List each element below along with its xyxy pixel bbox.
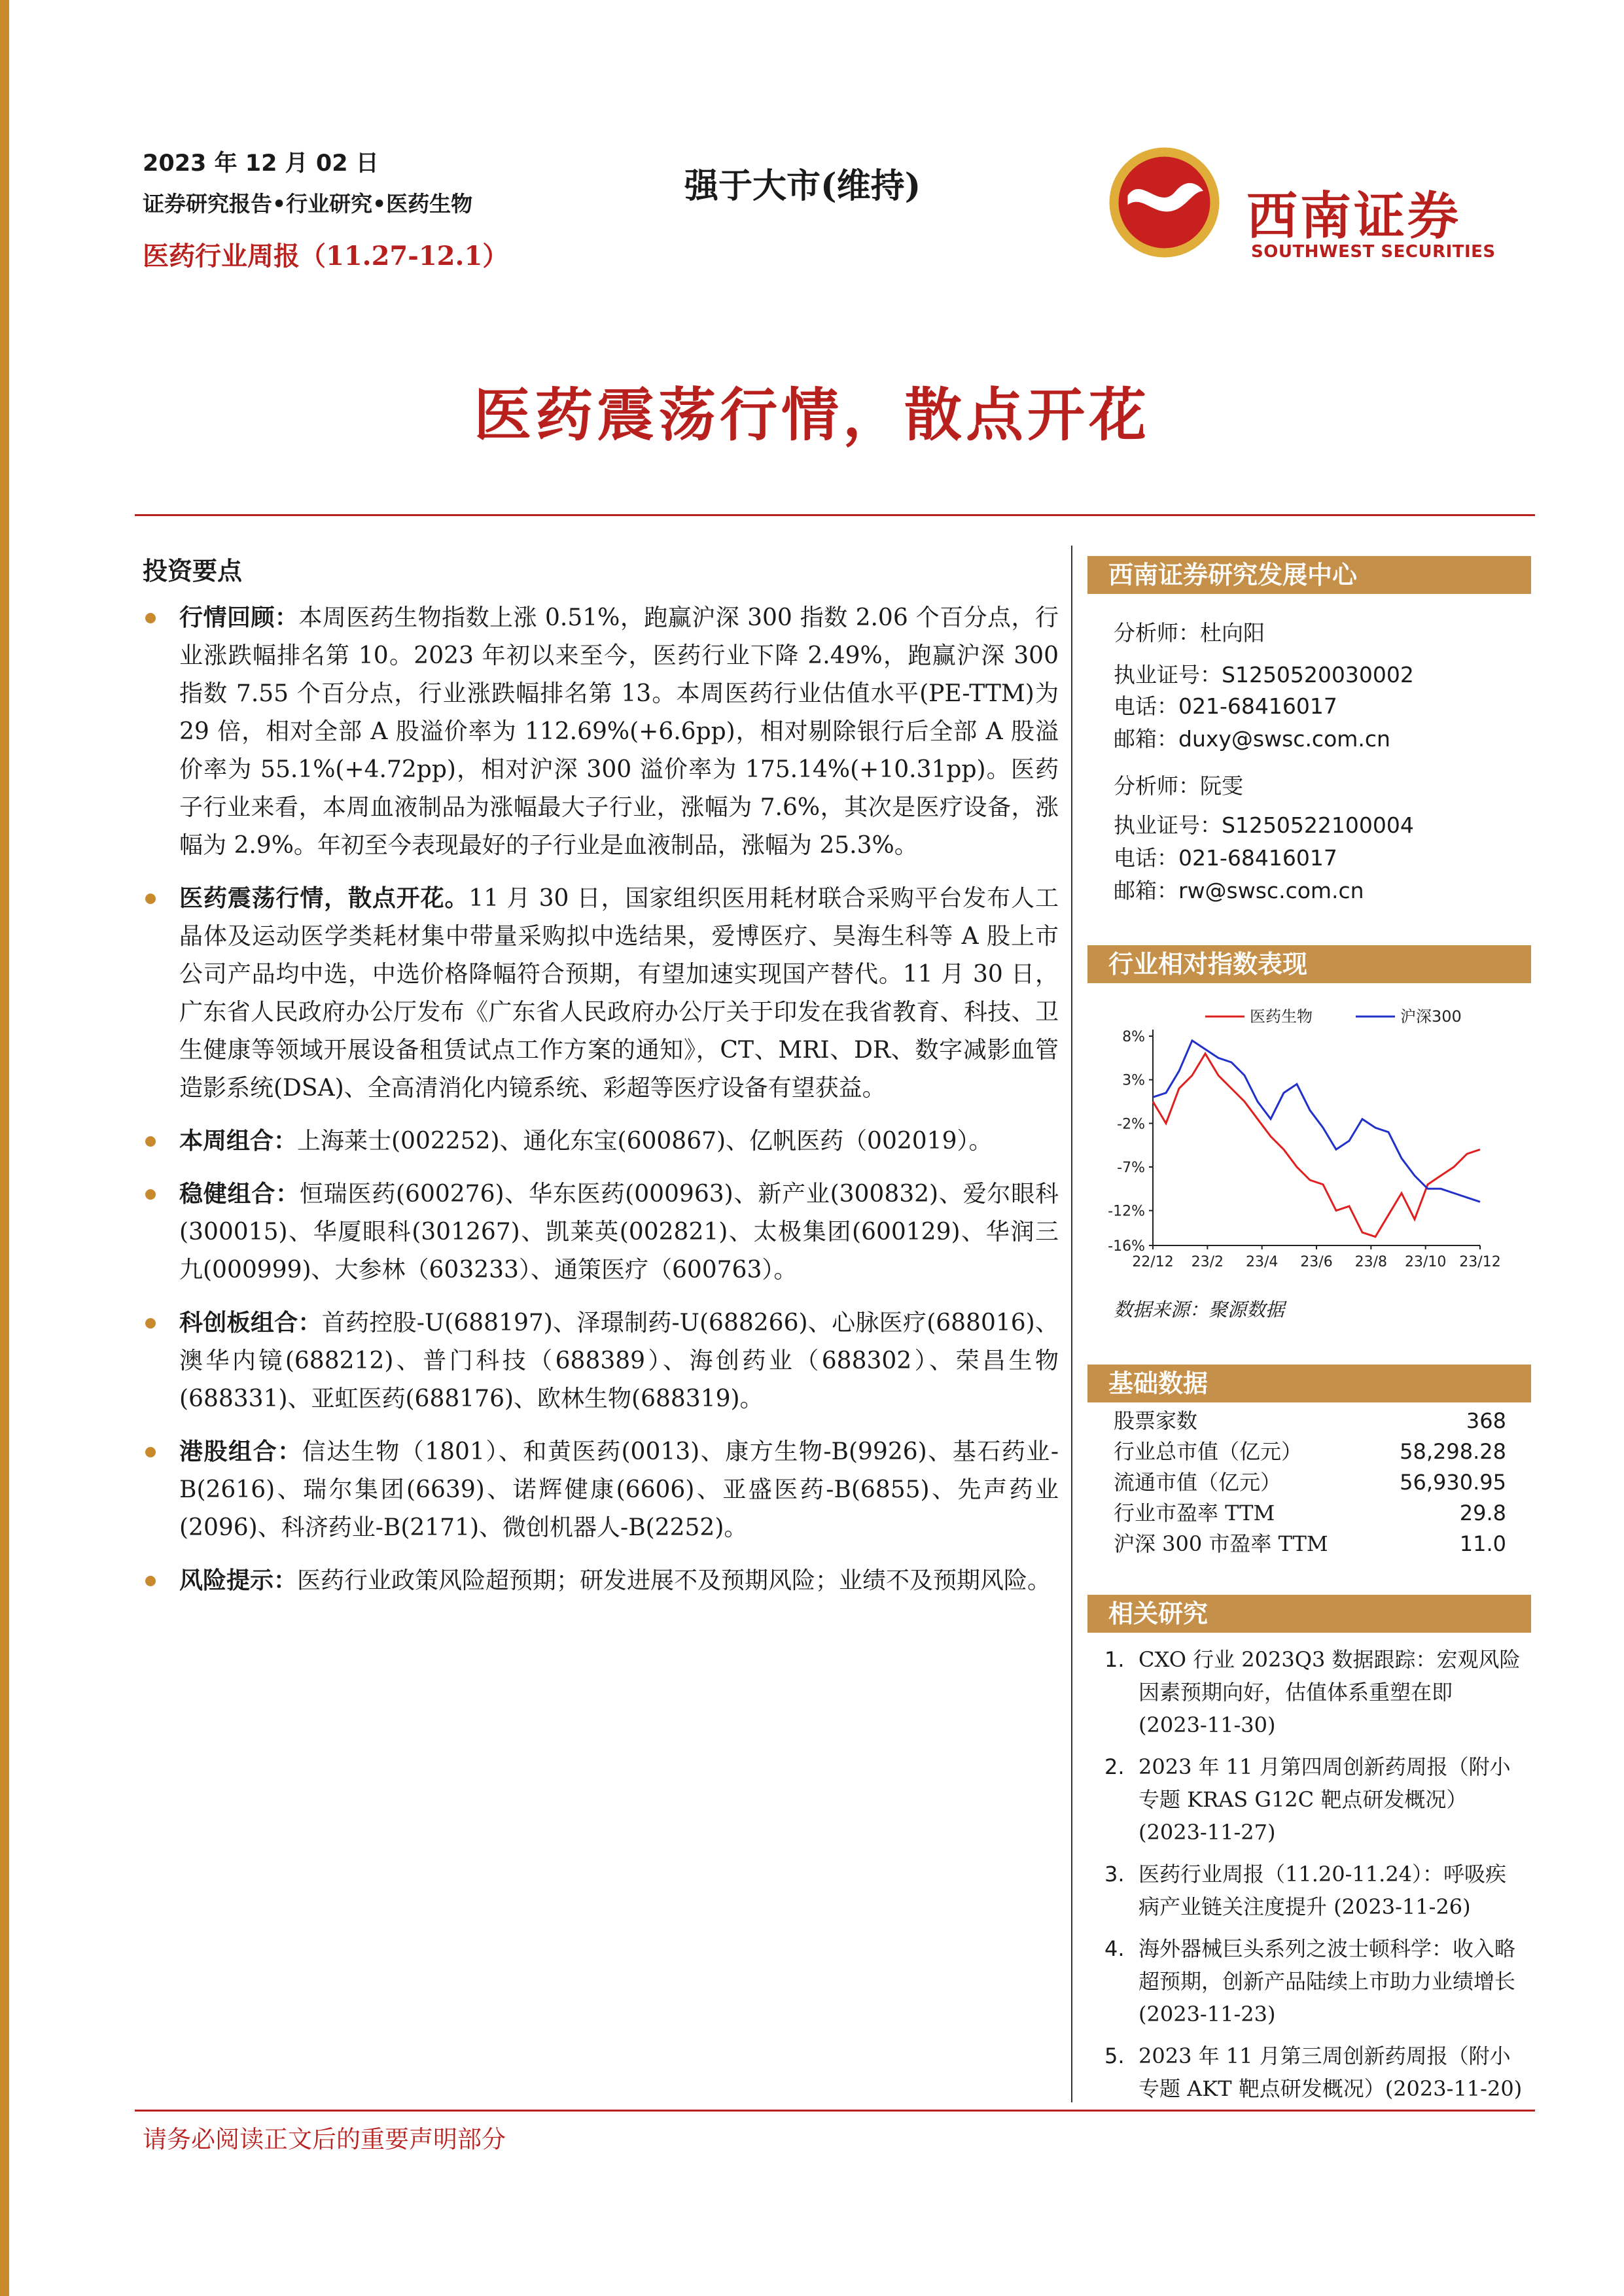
bottom-rule — [135, 2110, 1535, 2112]
related-text: CXO 行业 2023Q3 数据跟踪：宏观风险因素预期向好，估值体系重塑在即 (2023-11-30) — [1139, 1647, 1521, 1737]
related-num: 1. — [1104, 1647, 1125, 1672]
chart-y-tick-label: -16% — [1108, 1238, 1145, 1255]
analyst-2-email — [1114, 874, 1364, 908]
bullet-text: 11 月 30 日，国家组织医用耗材联合采购平台发布人工晶体及运动医学类耗材集中带量采购拟中选结果，爱博医疗、昊海生科等 A 股上市公司产品均中选，中选价格降幅符合预期，有望加速实现国产替代。11 月 30 日，广东省人民政府办公厅发布《广东省人民政府办公厅关于印发在我省教育、科技、卫生健康等领域开展设备租赁试点工作方案的通知》，CT、MRI、DR、数字减影血管造影系统(DSA)、全高清消化内镜系统、彩超等医疗设备有望获益。 — [179, 885, 1059, 1102]
top-rule — [135, 514, 1535, 516]
chart-x-tick-label: 23/8 — [1354, 1254, 1388, 1270]
research-center-header: 西南证券研究发展中心 — [1087, 556, 1531, 594]
bullet-market-review — [143, 599, 1059, 865]
basic-value: 56,930.95 — [1400, 1470, 1506, 1495]
related-header: 相关研究 — [1087, 1595, 1531, 1633]
value: S1250520030002 — [1222, 662, 1414, 687]
bullet-stable-portfolio — [143, 1175, 1059, 1289]
chart-x-tick-label: 23/6 — [1300, 1254, 1333, 1270]
bullet-dot-icon — [145, 894, 156, 904]
basic-label: 行业市盈率 TTM — [1114, 1501, 1275, 1525]
rating: 强于大市(维持) — [684, 166, 921, 206]
analyst-2-phone — [1114, 841, 1337, 875]
relative-index-chart — [1087, 997, 1532, 1272]
bullet-dot-icon — [145, 1318, 156, 1329]
value: 021-68416017 — [1178, 693, 1337, 719]
related-num: 3. — [1104, 1862, 1125, 1887]
swsc-logo-icon — [1107, 145, 1222, 260]
bullet-lead: 本周组合： — [179, 1127, 298, 1155]
chart-x-tick-label: 23/4 — [1245, 1254, 1279, 1270]
related-text: 海外器械巨头系列之波士顿科学：收入略超预期，创新产品陆续上市助力业绩增长 (2023-11-23) — [1139, 1936, 1516, 2026]
related-item[interactable] — [1104, 1932, 1523, 2030]
basic-label: 股票家数 — [1114, 1408, 1198, 1433]
logo-en-text: SOUTHWEST SECURITIES — [1251, 242, 1496, 262]
bullet-text: 恒瑞医药(600276)、华东医药(000963)、新产业(300832)、爱尔眼科(300015)、华厦眼科(301267)、凯莱英(002821)、太极集团(600129)、华润三九(000999)、大参林（603233）、通策医疗（600763）。 — [179, 1181, 1059, 1283]
basic-label: 行业总市值（亿元） — [1114, 1439, 1303, 1464]
basic-value: 11.0 — [1459, 1531, 1506, 1556]
bullet-dot-icon — [145, 1447, 156, 1457]
chart-y-tick-label: -2% — [1117, 1116, 1145, 1133]
label: 分析师： — [1114, 773, 1200, 799]
related-text: 2023 年 11 月第三周创新药周报（附小专题 AKT 靶点研发概况）(2023-11-20) — [1139, 2044, 1523, 2101]
bullet-text: 本周医药生物指数上涨 0.51%，跑赢沪深 300 指数 2.06 个百分点，行业涨跌幅排名第 10。2023 年初以来至今，医药行业下降 2.49%，跑赢沪深 300 指数 7.55 个百分点，行业涨跌幅排名第 13。本周医药行业估值水平(PE-TTM)为 29 倍，相对全部 A 股溢价率为 112.69%(+6.6pp)，相对剔除银行后全部 A 股溢价率为 55.1%(+4.72pp)，相对沪深 300 溢价率为 175.14%(+10.31pp)。医药子行业来看，本周血液制品为涨幅最大子行业，涨幅为 7.6%，其次是医疗设备，涨幅为 2.9%。年初至今表现最好的子行业是血液制品，涨幅为 25.3%。 — [179, 604, 1059, 859]
investment-title: 投资要点 — [143, 556, 243, 585]
basic-label: 流通市值（亿元） — [1114, 1470, 1282, 1495]
related-item[interactable] — [1104, 2040, 1523, 2105]
report-series: 医药行业周报（11.27-12.1） — [143, 241, 509, 271]
chart-y-tick-label: 3% — [1122, 1072, 1145, 1089]
basic-label: 沪深 300 市盈率 TTM — [1114, 1531, 1328, 1556]
bullet-text: 医药行业政策风险超预期；研发进展不及预期风险；业绩不及预期风险。 — [297, 1567, 1051, 1594]
bullet-text: 信达生物（1801）、和黄医药(0013)、康方生物-B(9926)、基石药业-B(2616)、瑞尔集团(6639)、诺辉健康(6606)、亚盛医药-B(6855)、先声药业(2096)、科济药业-B(2171)、微创机器人-B(2252)。 — [179, 1438, 1059, 1541]
report-date: 2023 年 12 月 02 日 — [143, 150, 379, 177]
value: 阮雯 — [1200, 773, 1243, 799]
basic-row — [1114, 1468, 1506, 1497]
chart-x-tick-label: 23/2 — [1191, 1254, 1224, 1270]
basic-row — [1114, 1406, 1506, 1435]
chart-y-tick-label: -12% — [1108, 1203, 1145, 1220]
label: 电话： — [1114, 845, 1178, 871]
label: 邮箱： — [1114, 878, 1178, 903]
footer-disclaimer: 请务必阅读正文后的重要声明部分 — [143, 2125, 506, 2153]
basic-value: 29.8 — [1459, 1501, 1506, 1525]
bullet-lead: 科创板组合： — [179, 1309, 322, 1336]
bullet-dot-icon — [145, 613, 156, 623]
bullet-dot-icon — [145, 1136, 156, 1147]
bullet-lead: 医药震荡行情，散点开花。 — [179, 884, 469, 912]
basic-value: 368 — [1466, 1408, 1506, 1433]
bullet-volatility — [143, 879, 1059, 1107]
label: 电话： — [1114, 693, 1178, 719]
bullet-lead: 港股组合： — [179, 1438, 302, 1465]
label: 执业证号： — [1114, 662, 1222, 687]
bullet-dot-icon — [145, 1576, 156, 1586]
related-item[interactable] — [1104, 1643, 1523, 1741]
analyst-1-cert — [1114, 658, 1414, 692]
column-divider — [1071, 546, 1072, 2102]
bullet-risk — [143, 1561, 1059, 1600]
related-num: 5. — [1104, 2044, 1125, 2068]
analyst-1-phone — [1114, 689, 1337, 723]
chart-header: 行业相对指数表现 — [1087, 945, 1531, 983]
label: 分析师： — [1114, 620, 1200, 646]
bullet-lead: 风险提示： — [179, 1567, 298, 1594]
value: duxy@swsc.com.cn — [1178, 726, 1390, 752]
bullet-star-portfolio — [143, 1304, 1059, 1418]
bullet-text: 上海莱士(002252)、通化东宝(600867)、亿帆医药（002019）。 — [297, 1128, 993, 1155]
chart-series-line-2 — [1153, 1041, 1480, 1202]
chart-series-line-1 — [1153, 1054, 1480, 1237]
logo-cn-text: 西南证券 — [1246, 186, 1462, 246]
chart-x-tick-label: 23/12 — [1459, 1254, 1501, 1270]
value: 021-68416017 — [1178, 845, 1337, 871]
analyst-2-cert — [1114, 809, 1414, 843]
analyst-1-email — [1114, 722, 1390, 756]
related-item[interactable] — [1104, 1750, 1523, 1849]
value: S1250522100004 — [1222, 812, 1414, 838]
headline: 医药震荡行情，散点开花 — [473, 381, 1150, 449]
report-category: 证券研究报告•行业研究•医药生物 — [143, 191, 473, 217]
label: 执业证号： — [1114, 812, 1222, 838]
related-list — [1104, 1643, 1523, 2114]
value: 杜向阳 — [1200, 620, 1265, 646]
basic-value: 58,298.28 — [1400, 1439, 1506, 1464]
related-num: 2. — [1104, 1754, 1125, 1779]
analyst-2-name — [1114, 769, 1243, 803]
chart-x-tick-label: 23/10 — [1404, 1254, 1447, 1270]
related-text: 医药行业周报（11.20-11.24）：呼吸疾病产业链关注度提升 (2023-11-26) — [1139, 1862, 1507, 1919]
bullet-hk-portfolio — [143, 1433, 1059, 1547]
label: 邮箱： — [1114, 726, 1178, 752]
basic-row — [1114, 1499, 1506, 1527]
bullet-lead: 稳健组合： — [179, 1180, 300, 1208]
related-item[interactable] — [1104, 1858, 1523, 1923]
bullet-lead: 行情回顾： — [179, 604, 299, 631]
related-text: 2023 年 11 月第四周创新药周报（附小专题 KRAS G12C 靶点研发概况）(2023-11-27) — [1139, 1754, 1511, 1845]
analyst-1-name — [1114, 616, 1265, 650]
chart-y-tick-label: -7% — [1117, 1160, 1145, 1176]
left-edge-bar — [0, 0, 9, 2296]
chart-source: 数据来源：聚源数据 — [1114, 1298, 1285, 1321]
chart-legend-label: 沪深300 — [1400, 1007, 1462, 1026]
value: rw@swsc.com.cn — [1178, 878, 1364, 903]
investment-bullets — [143, 599, 1059, 1614]
related-num: 4. — [1104, 1936, 1125, 1961]
basic-row — [1114, 1529, 1506, 1558]
bullet-weekly-portfolio — [143, 1122, 1059, 1160]
basic-data-header: 基础数据 — [1087, 1365, 1531, 1402]
chart-x-tick-label: 22/12 — [1132, 1254, 1174, 1270]
chart-y-tick-label: 8% — [1122, 1029, 1145, 1045]
basic-row — [1114, 1437, 1506, 1466]
bullet-text: 首药控股-U(688197)、泽璟制药-U(688266)、心脉医疗(688016)、澳华内镜(688212)、普门科技（688389）、海创药业（688302）、荣昌生物(688331)、亚虹医药(688176)、欧林生物(688319)。 — [179, 1310, 1059, 1412]
bullet-dot-icon — [145, 1189, 156, 1200]
chart-legend-label: 医药生物 — [1250, 1007, 1313, 1026]
